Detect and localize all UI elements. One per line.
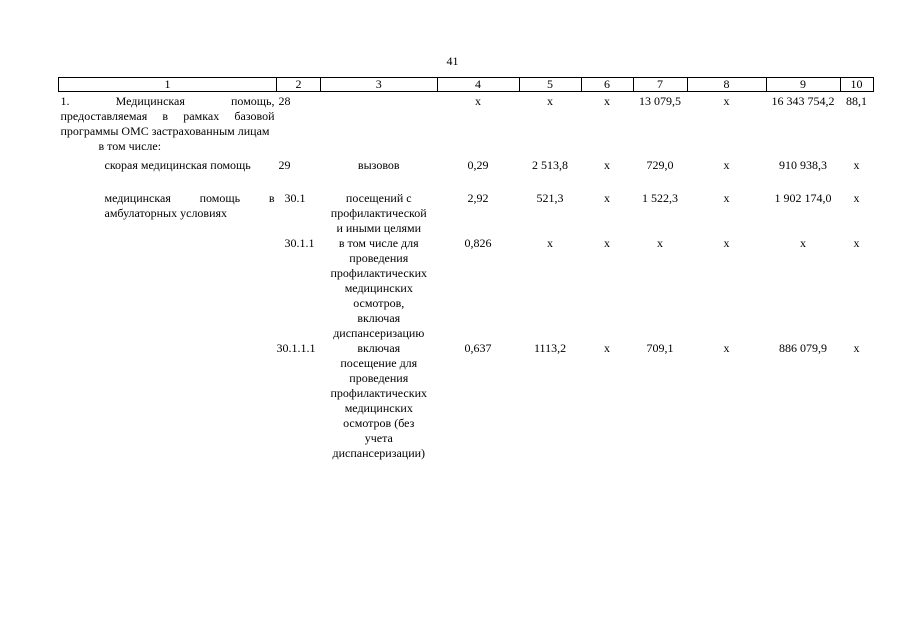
- table-row: [59, 154, 874, 173]
- row-c5: х: [547, 236, 554, 250]
- table-row: [59, 92, 874, 140]
- row-name: в том числе:: [98, 139, 162, 153]
- row-c6: х: [604, 341, 611, 355]
- row-code: 30.1.1.1: [276, 341, 316, 355]
- header-col-7: 7: [633, 78, 687, 92]
- row-name: [59, 341, 277, 461]
- row-unit: включая посещение для проведения профилактических медицинских осмотров (без учета диспансеризации): [330, 341, 428, 460]
- row-code: 30.1: [284, 191, 306, 205]
- row-c8: х: [723, 158, 730, 172]
- row-c5: 2 513,8: [532, 158, 569, 172]
- row-code: 29: [278, 158, 291, 172]
- row-c4: 0,29: [467, 158, 489, 172]
- header-col-9: 9: [766, 78, 840, 92]
- row-c8: [687, 139, 766, 154]
- header-col-1: 1: [59, 78, 277, 92]
- row-c10: 88,1: [846, 94, 868, 108]
- row-c9: 886 079,9: [779, 341, 828, 355]
- row-c4: х: [475, 94, 482, 108]
- table-row: [59, 341, 874, 461]
- row-c7: 1 522,3: [642, 191, 679, 205]
- header-col-6: 6: [581, 78, 633, 92]
- row-c6: х: [604, 191, 611, 205]
- row-c6: х: [604, 236, 611, 250]
- header-col-3: 3: [321, 78, 438, 92]
- row-code: 28: [278, 94, 291, 108]
- row-c8: х: [723, 191, 730, 205]
- row-unit: в том числе для проведения профилактических медицинских осмотров, включая диспансеризацию: [330, 236, 428, 340]
- row-c5: 521,3: [536, 191, 564, 205]
- row-c8: х: [723, 236, 730, 250]
- row-c5: х: [547, 94, 554, 108]
- row-c7: 729,0: [646, 158, 674, 172]
- row-c5: [519, 139, 581, 154]
- row-c10: х: [853, 341, 860, 355]
- header-col-10: 10: [840, 78, 873, 92]
- header-row: [59, 78, 874, 92]
- row-c9: 910 938,3: [779, 158, 828, 172]
- header-col-8: 8: [687, 78, 766, 92]
- row-c9: [766, 139, 840, 154]
- row-name: [59, 236, 277, 341]
- row-c5: 1113,2: [533, 341, 567, 355]
- row-code: 30.1.1: [284, 236, 315, 250]
- row-c6: [581, 139, 633, 154]
- row-c9: 16 343 754,2: [771, 94, 835, 108]
- row-c4: 0,826: [464, 236, 492, 250]
- row-c10: х: [853, 158, 860, 172]
- row-unit: посещений с профилактической и иными целями: [330, 191, 427, 235]
- row-unit: [321, 139, 438, 154]
- row-c10: х: [853, 191, 860, 205]
- header-col-5: 5: [519, 78, 581, 92]
- row-c6: х: [604, 158, 611, 172]
- row-c7: [633, 139, 687, 154]
- row-code: [277, 139, 321, 154]
- row-name: скорая медицинская помощь: [104, 158, 251, 172]
- row-c7: 13 079,5: [639, 94, 682, 108]
- row-c9: х: [800, 236, 807, 250]
- data-table: [58, 77, 874, 461]
- row-c4: [437, 139, 519, 154]
- header-col-4: 4: [437, 78, 519, 92]
- row-name: 1. Медицинская помощь, предоставляемая в рамках базовой программы ОМС застрахованным лицам: [60, 94, 275, 138]
- row-c9: 1 902 174,0: [774, 191, 832, 205]
- row-c10: [840, 139, 873, 154]
- row-unit: [321, 92, 438, 140]
- row-c10: х: [853, 236, 860, 250]
- row-c4: 2,92: [467, 191, 489, 205]
- table-row: [59, 173, 874, 236]
- row-c8: х: [723, 341, 730, 355]
- table-row: [59, 236, 874, 341]
- row-c7: х: [657, 236, 664, 250]
- row-c4: 0,637: [464, 341, 492, 355]
- page-number: 41: [446, 54, 459, 68]
- row-c6: х: [604, 94, 611, 108]
- row-name: медицинская помощь в амбулаторных условиях: [104, 191, 275, 220]
- row-unit: вызовов: [357, 158, 400, 172]
- row-c8: х: [723, 94, 730, 108]
- table-row: [59, 139, 874, 154]
- row-c7: 709,1: [646, 341, 674, 355]
- header-col-2: 2: [277, 78, 321, 92]
